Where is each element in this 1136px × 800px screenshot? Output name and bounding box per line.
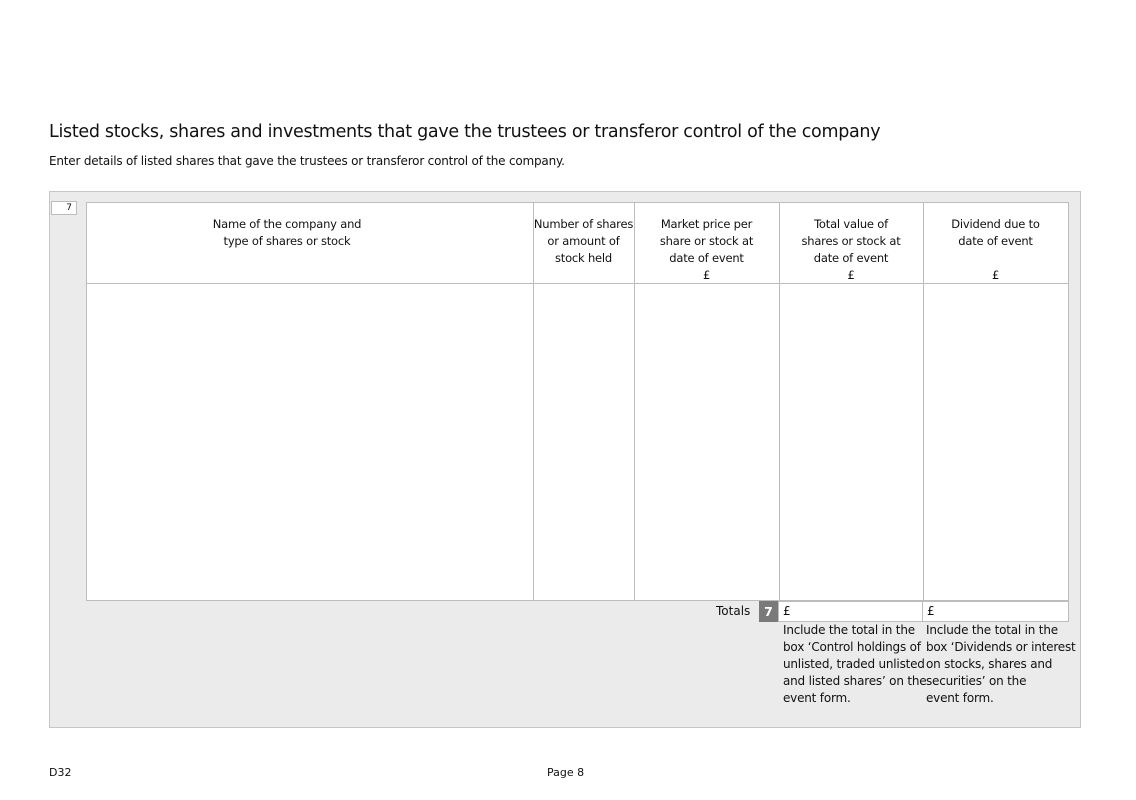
header-market-price: Market price per share or stock at date of event £ [659, 217, 754, 282]
total-dividend-note: Include the total in the box ‘Dividends or interest on stocks, shares and securities’ on the event form. [926, 623, 1076, 705]
totals-box-number: 7 [759, 601, 778, 622]
totals-label: Totals [716, 604, 751, 618]
company-name-input-area[interactable] [87, 284, 533, 600]
currency-symbol: £ [783, 604, 791, 618]
shares-table [86, 202, 1069, 601]
currency-symbol: £ [927, 604, 935, 618]
header-number-of-shares: Number of shares or amount of stock held [533, 217, 634, 265]
page-title: Listed stocks, shares and investments that gave the trustees or transferor control of the company [49, 122, 881, 142]
total-value-note: Include the total in the box ‘Control holdings of unlisted, traded unlisted and listed shares’ on the event form. [783, 623, 927, 705]
page-number: Page 8 [547, 766, 585, 779]
header-total-value: Total value of shares or stock at date of event £ [801, 217, 901, 282]
form-code: D32 [49, 766, 72, 779]
header-company-name: Name of the company and type of shares or stock [212, 217, 362, 248]
header-dividend-due: Dividend due to date of event £ [951, 217, 1040, 282]
page-subtitle: Enter details of listed shares that gave the trustees or transferor control of the company. [49, 154, 565, 168]
market-price-input-area[interactable] [635, 284, 779, 600]
shares-form-panel [49, 191, 1081, 728]
total-value-field[interactable] [778, 601, 923, 622]
section-ref-box: 7 [51, 201, 77, 215]
total-value-input-area[interactable] [780, 284, 923, 600]
total-dividend-field[interactable] [922, 601, 1069, 622]
dividend-input-area[interactable] [924, 284, 1068, 600]
number-of-shares-input-area[interactable] [534, 284, 634, 600]
